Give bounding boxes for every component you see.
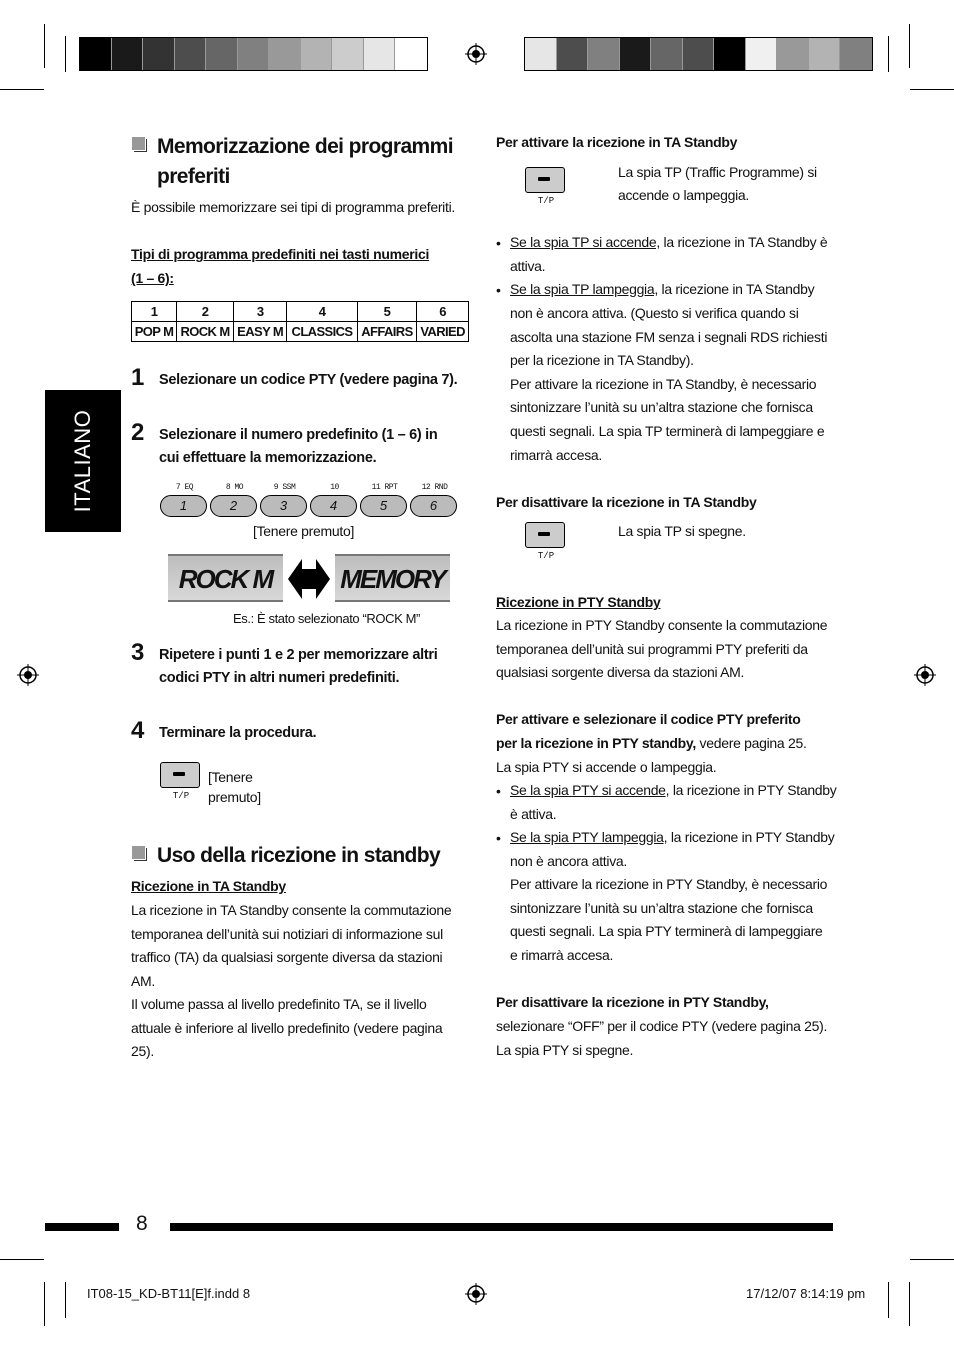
step-number: 2 [131, 419, 145, 446]
pty-preset-table [131, 301, 469, 342]
color-swatch [395, 38, 427, 70]
paragraph-line: temporanea dell’unità sui programmi PTY preferiti da [496, 641, 808, 657]
step-text: codici PTY in altri numeri predefiniti. [159, 670, 400, 686]
preset-number: 2 [210, 495, 257, 517]
inline-rest: vedere pagina 25. [695, 735, 807, 751]
registration-mark-icon [17, 664, 39, 686]
bullet-icon: • [496, 282, 501, 298]
color-swatch [143, 38, 175, 70]
preset-button-2[interactable] [210, 483, 259, 517]
preset-number: 5 [360, 495, 407, 517]
tp-button[interactable] [525, 167, 567, 205]
step-text: cui effettuare la memorizzazione. [159, 450, 377, 466]
preset-button-4[interactable] [310, 483, 359, 517]
hold-caption: [Tenere [208, 769, 253, 785]
language-tab-label: ITALIANO [70, 409, 95, 513]
paragraph-line: questi segnali. La spia PTY terminerà di lampeggiare [510, 923, 823, 939]
color-swatch [238, 38, 270, 70]
paragraph-line: temporanea dell’unità sui notiziari di informazione sul [131, 926, 443, 942]
table-cell: POP M [132, 322, 177, 342]
paragraph-line: 25). [131, 1043, 154, 1059]
bullet-icon: • [496, 830, 501, 846]
crop-mark [909, 1282, 910, 1326]
preset-secondary-label: 8 MO [225, 483, 244, 492]
crop-mark [910, 89, 954, 90]
color-swatch [557, 38, 589, 70]
color-swatch [175, 38, 207, 70]
alternate-arrow-icon [288, 556, 330, 602]
preset-number: 3 [260, 495, 307, 517]
crop-mark [44, 24, 45, 68]
subheading: Per attivare e selezionare il codice PTY preferito [496, 711, 801, 727]
bullet-rest: la ricezione in TA Standby [657, 281, 815, 297]
color-swatch [809, 38, 841, 70]
step-number: 4 [131, 717, 145, 744]
hold-caption: premuto] [208, 789, 261, 805]
paragraph-line: è attiva. [510, 806, 557, 822]
table-row [132, 322, 469, 342]
footer-date: 17/12/07 8:14:19 pm [746, 1286, 866, 1301]
color-swatch [840, 38, 872, 70]
step-text: Ripetere i punti 1 e 2 per memorizzare altri [159, 647, 438, 663]
section-square-icon [131, 845, 147, 861]
bullet-icon: • [496, 783, 501, 799]
footer-rule-right [170, 1223, 833, 1231]
paragraph-line: Per attivare la ricezione in PTY Standby, è necessario [510, 876, 828, 892]
bullet-rest: la ricezione in TA Standby è [659, 234, 828, 250]
color-swatch [746, 38, 778, 70]
display-rock-m: ROCK M [168, 554, 283, 602]
subheading: Ricezione in PTY Standby [496, 594, 661, 610]
paragraph-line: Il volume passa al livello predefinito TA, se il livello [131, 996, 427, 1012]
bullet-lead: Se la spia PTY lampeggia, [510, 829, 668, 845]
subheading: Per disattivare la ricezione in PTY Standby, [496, 994, 769, 1010]
tp-key [160, 762, 200, 788]
crop-mark [910, 1259, 954, 1260]
tp-label: T/P [537, 551, 555, 561]
preset-button-1[interactable] [160, 483, 209, 517]
bullet-lead: Se la spia PTY si accende, [510, 782, 670, 798]
crop-mark [65, 36, 66, 72]
table-cell: 3 [233, 302, 286, 322]
footer-rule-left [45, 1223, 119, 1231]
table-cell: 2 [177, 302, 234, 322]
paragraph-line: e rimarrà accesa. [510, 947, 614, 963]
paragraph-line: La spia TP si spegne. [618, 523, 746, 539]
bullet-item [510, 278, 814, 302]
preset-number: 1 [160, 495, 207, 517]
registration-mark-icon [465, 43, 487, 65]
preset-secondary-label: 10 [330, 483, 339, 492]
table-heading: (1 – 6): [131, 270, 174, 286]
paragraph-line: per la ricezione in TA Standby). [510, 352, 694, 368]
color-swatch [525, 38, 557, 70]
paragraph-line: non è ancora attiva. [510, 853, 627, 869]
registration-mark-icon [914, 664, 936, 686]
paragraph-line: Per attivare la ricezione in TA Standby, è necessario [510, 376, 817, 392]
step-number: 1 [131, 364, 145, 391]
crop-mark [888, 36, 889, 72]
table-cell: CLASSICS [287, 322, 357, 342]
color-bar-right [524, 37, 873, 71]
display-memory: MEMORY [335, 554, 450, 602]
color-swatch [651, 38, 683, 70]
crop-mark [888, 1282, 889, 1318]
color-swatch [112, 38, 144, 70]
crop-mark [65, 1282, 66, 1318]
paragraph-line: non è ancora attiva. (Questo si verifica quando si [510, 305, 799, 321]
preset-secondary-label: 12 RND [421, 483, 448, 492]
table-heading: Tipi di programma predefiniti nei tasti numerici [131, 246, 430, 262]
step-number: 3 [131, 639, 145, 666]
preset-secondary-label: 7 EQ [175, 483, 194, 492]
page-number: 8 [136, 1212, 148, 1235]
paragraph-line: selezionare “OFF” per il codice PTY (vedere pagina 25). [496, 1018, 828, 1034]
table-cell: VARIED [417, 322, 469, 342]
table-row [132, 302, 469, 322]
table-cell: 5 [357, 302, 417, 322]
tp-key [525, 167, 565, 193]
preset-number: 4 [310, 495, 357, 517]
crop-mark [0, 1259, 44, 1260]
footer-file-name: IT08-15_KD-BT11[E]f.indd 8 [87, 1286, 251, 1301]
paragraph-line: sintonizzare l’unità su un’altra stazione che fornisca [510, 399, 813, 415]
preset-secondary-label: 9 SSM [273, 483, 296, 492]
paragraph-line: AM. [131, 973, 155, 989]
bullet-item [510, 231, 827, 255]
subheading: Per attivare la ricezione in TA Standby [496, 134, 738, 150]
table-cell: AFFAIRS [357, 322, 417, 342]
intro-text: È possibile memorizzare sei tipi di programma preferiti. [131, 199, 455, 215]
section-heading-standby [131, 841, 440, 871]
section-square-icon [131, 136, 147, 152]
inline-bold: per la ricezione in PTY standby, [496, 735, 696, 751]
bullet-item [510, 779, 836, 803]
bullet-icon: • [496, 235, 501, 251]
tp-label: T/P [537, 196, 555, 206]
bullet-rest: la ricezione in PTY Standby [669, 782, 837, 798]
color-swatch [269, 38, 301, 70]
paragraph-line: rimarrà accesa. [510, 447, 602, 463]
paragraph-line: La spia TP (Traffic Programme) si [618, 164, 817, 180]
subheading: Per disattivare la ricezione in TA Standby [496, 494, 757, 510]
table-cell: ROCK M [177, 322, 234, 342]
table-cell: EASY M [233, 322, 286, 342]
color-swatch [364, 38, 396, 70]
paragraph-line: qualsiasi sorgente diversa da stazioni AM. [496, 664, 745, 680]
step-text: Selezionare un codice PTY (vedere pagina 7). [159, 372, 458, 388]
bullet-item [510, 826, 834, 850]
color-swatch [714, 38, 746, 70]
subheading: Ricezione in TA Standby [131, 878, 286, 894]
tp-button[interactable] [525, 522, 567, 560]
paragraph-line [496, 732, 807, 756]
paragraph-line: accende o lampeggia. [618, 187, 749, 203]
table-cell: 6 [417, 302, 469, 322]
preset-button-5[interactable] [360, 483, 409, 517]
preset-number: 6 [410, 495, 457, 517]
color-swatch [80, 38, 112, 70]
table-cell: 4 [287, 302, 357, 322]
paragraph-line: attiva. [510, 258, 546, 274]
crop-mark [44, 1282, 45, 1326]
registration-mark-icon [465, 1283, 487, 1305]
paragraph-line: traffico (TA) da qualsiasi sorgente diversa da stazioni [131, 949, 443, 965]
section-title: Memorizzazione dei programmi [157, 135, 453, 158]
crop-mark [909, 24, 910, 68]
bullet-lead: Se la spia TP lampeggia, [510, 281, 658, 297]
color-swatch [683, 38, 715, 70]
paragraph-line: ascolta una stazione FM senza i segnali RDS richiesti [510, 329, 828, 345]
paragraph-line: La spia PTY si spegne. [496, 1042, 634, 1058]
preset-button-3[interactable] [260, 483, 309, 517]
color-swatch [620, 38, 652, 70]
section-title: Uso della ricezione in standby [157, 844, 441, 867]
hold-caption: [Tenere premuto] [253, 523, 355, 539]
paragraph-line: sintonizzare l’unità su un’altra stazione che fornisca [510, 900, 813, 916]
section-heading-memorize [131, 132, 453, 192]
crop-mark [0, 89, 44, 90]
tp-button[interactable] [160, 762, 202, 800]
example-caption: Es.: È stato selezionato “ROCK M” [233, 611, 420, 626]
paragraph-line: La spia PTY si accende o lampeggia. [496, 759, 717, 775]
language-tab [45, 390, 121, 532]
color-swatch [301, 38, 333, 70]
paragraph-line: La ricezione in PTY Standby consente la commutazione [496, 617, 828, 633]
color-swatch [777, 38, 809, 70]
tp-key [525, 522, 565, 548]
color-swatch [206, 38, 238, 70]
paragraph-line: La ricezione in TA Standby consente la commutazione [131, 902, 452, 918]
color-bar-left [79, 37, 428, 71]
step-text: Selezionare il numero predefinito (1 – 6) in [159, 427, 438, 443]
section-title: preferiti [157, 165, 230, 188]
color-swatch [332, 38, 364, 70]
paragraph-line: attuale è inferiore al livello predefinito (vedere pagina [131, 1020, 443, 1036]
bullet-rest: la ricezione in PTY Standby [667, 829, 835, 845]
paragraph-line: questi segnali. La spia TP terminerà di lampeggiare e [510, 423, 825, 439]
preset-secondary-label: 11 RPT [371, 483, 398, 492]
tp-label: T/P [172, 791, 190, 801]
color-swatch [588, 38, 620, 70]
table-cell: 1 [132, 302, 177, 322]
bullet-lead: Se la spia TP si accende, [510, 234, 660, 250]
preset-button-6[interactable] [410, 483, 459, 517]
step-text: Terminare la procedura. [159, 725, 317, 741]
